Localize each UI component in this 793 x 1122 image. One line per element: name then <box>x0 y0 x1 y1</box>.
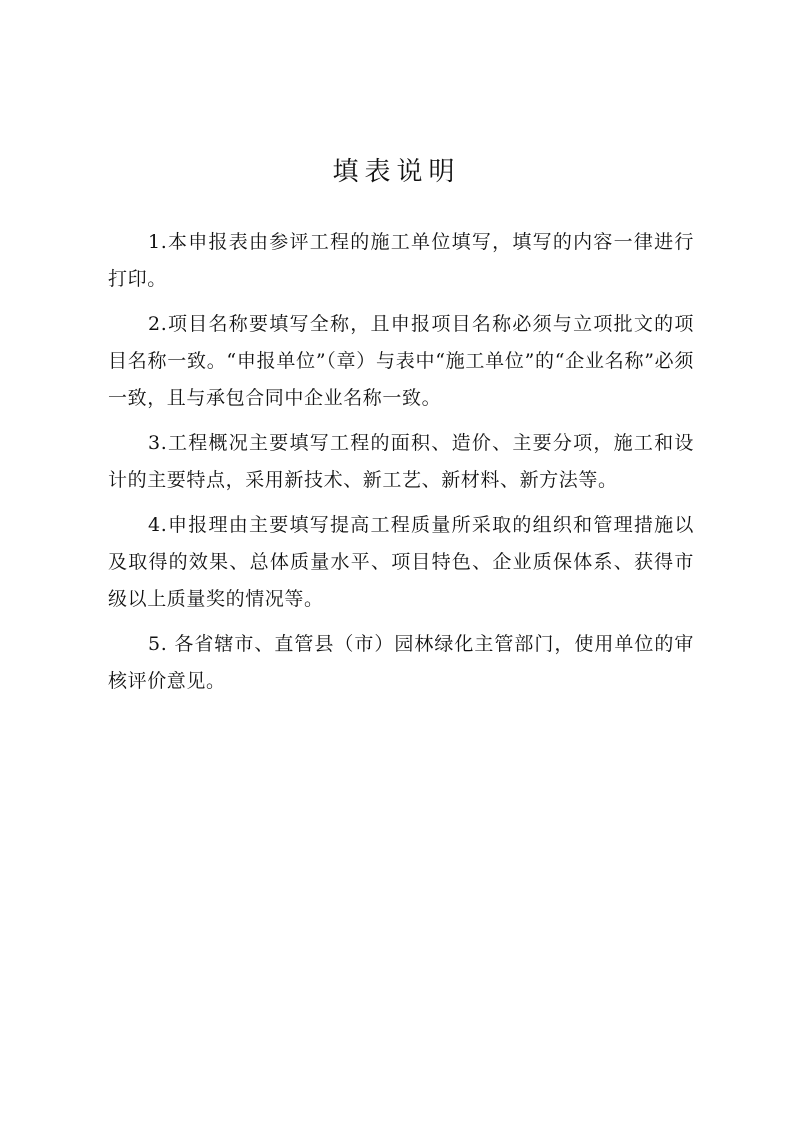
instruction-paragraph-2: 2.项目名称要填写全称，且申报项目名称必须与立项批文的项目名称一致。“申报单位”（章）与表中“施工单位”的“企业名称”必须一致，且与承包合同中企业名称一致。 <box>108 313 694 409</box>
instruction-paragraph-4: 4.申报理由主要填写提高工程质量所采取的组织和管理措施以及取得的效果、总体质量水平、项目特色、企业质保体系、获得市级以上质量奖的情况等。 <box>108 514 694 610</box>
instruction-paragraph-5: 5. 各省辖市、直管县（市）园林绿化主管部门，使用单位的审核评价意见。 <box>108 633 694 692</box>
instructions-body <box>108 224 694 708</box>
page-title: 填表说明 <box>332 157 461 187</box>
instruction-paragraph-1: 1.本申报表由参评工程的施工单位填写，填写的内容一律进行打印。 <box>108 231 694 290</box>
instruction-paragraph-3: 3.工程概况主要填写工程的面积、造价、主要分项，施工和设计的主要特点，采用新技术、新工艺、新材料、新方法等。 <box>108 432 694 491</box>
